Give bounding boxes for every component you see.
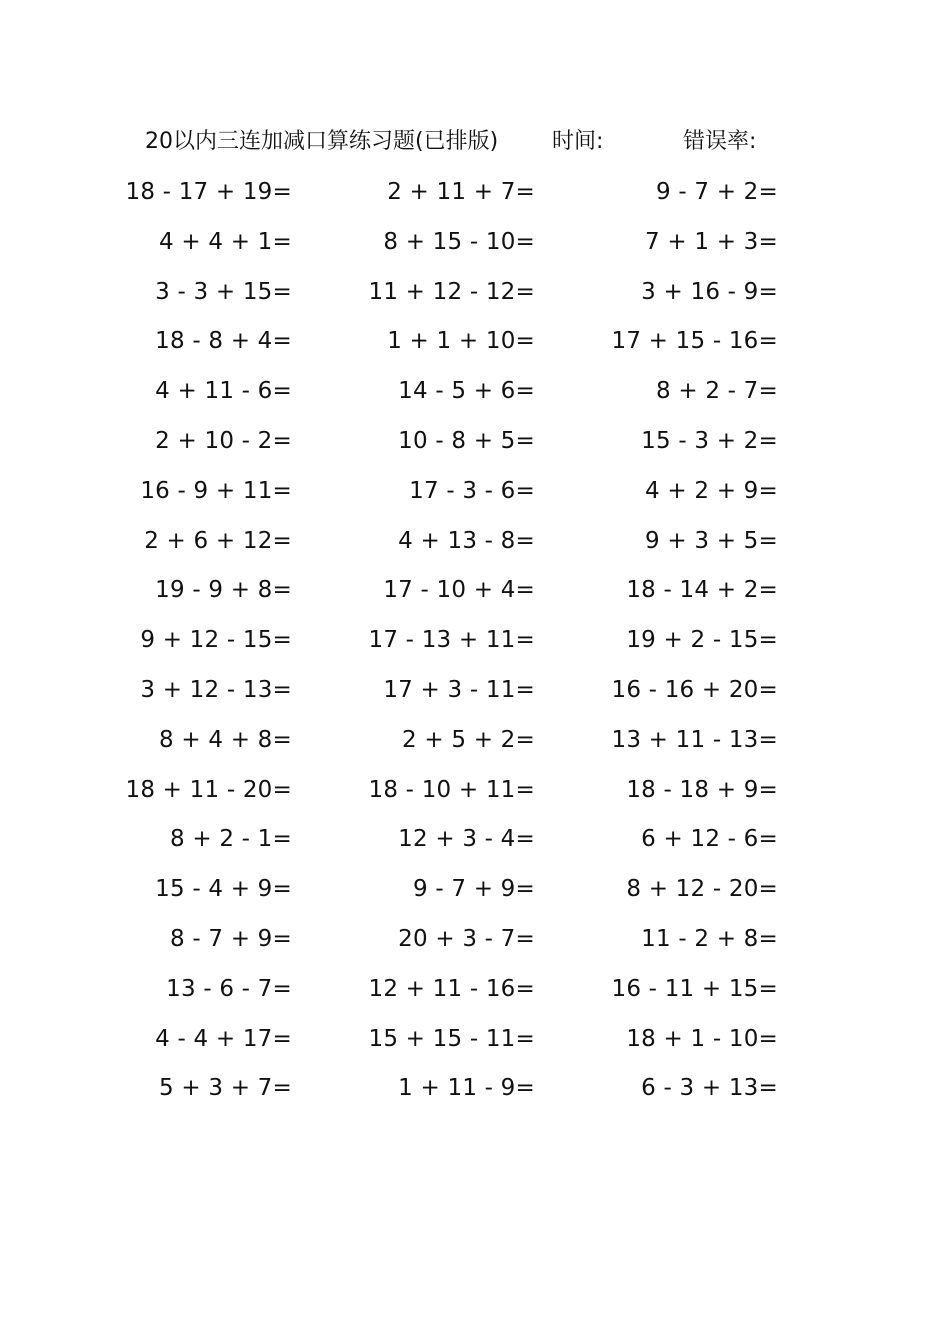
math-problem: 8 + 12 - 20= (626, 876, 778, 903)
math-problem: 12 + 3 - 4= (398, 826, 535, 853)
math-problem: 18 + 1 - 10= (626, 1025, 778, 1052)
math-problem: 20 + 3 - 7= (398, 925, 535, 952)
math-problem: 17 + 3 - 11= (383, 676, 535, 703)
math-problem: 12 + 11 - 16= (368, 975, 535, 1002)
math-problem: 9 + 12 - 15= (140, 627, 292, 654)
math-problem: 4 + 13 - 8= (398, 527, 535, 554)
math-problem: 11 + 12 - 12= (368, 278, 535, 305)
math-problem: 4 + 4 + 1= (159, 228, 292, 255)
math-problem: 9 - 7 + 9= (413, 876, 535, 903)
math-problem: 11 - 2 + 8= (641, 925, 778, 952)
math-problem: 17 - 3 - 6= (409, 477, 535, 504)
math-problem: 17 + 15 - 16= (611, 328, 778, 355)
math-problem: 1 + 1 + 10= (387, 328, 535, 355)
math-problem: 19 - 9 + 8= (155, 577, 292, 604)
math-problem: 18 - 17 + 19= (125, 179, 292, 205)
problem-column-3 (598, 172, 778, 1118)
math-problem: 14 - 5 + 6= (398, 378, 535, 405)
math-problem: 8 + 2 - 1= (170, 826, 292, 853)
math-problem: 1 + 11 - 9= (398, 1075, 535, 1102)
problem-column-1 (112, 172, 292, 1118)
math-problem: 3 + 12 - 13= (140, 676, 292, 703)
math-problem: 15 - 4 + 9= (155, 876, 292, 903)
math-problem: 2 + 11 + 7= (387, 179, 535, 205)
math-problem: 4 - 4 + 17= (155, 1025, 292, 1052)
math-problem: 5 + 3 + 7= (159, 1075, 292, 1102)
math-problem: 3 - 3 + 15= (155, 278, 292, 305)
math-problem: 9 + 3 + 5= (645, 527, 778, 554)
math-problem: 2 + 5 + 2= (402, 726, 535, 753)
math-problem: 9 - 7 + 2= (656, 179, 778, 205)
math-problem: 15 + 15 - 11= (368, 1025, 535, 1052)
math-problem: 10 - 8 + 5= (398, 427, 535, 454)
math-problem: 18 - 8 + 4= (155, 328, 292, 355)
problem-column-2 (355, 172, 535, 1118)
math-problem: 6 - 3 + 13= (641, 1075, 778, 1102)
math-problem: 8 + 15 - 10= (383, 228, 535, 255)
math-problem: 17 - 13 + 11= (368, 627, 535, 654)
math-problem: 8 + 2 - 7= (656, 378, 778, 405)
math-problem: 19 + 2 - 15= (626, 627, 778, 654)
time-label: 时间: (552, 129, 604, 154)
math-problem: 13 + 11 - 13= (611, 726, 778, 753)
worksheet-header (145, 126, 825, 158)
math-problem: 17 - 10 + 4= (383, 577, 535, 604)
math-problem: 2 + 6 + 12= (144, 527, 292, 554)
math-problem: 18 - 14 + 2= (626, 577, 778, 604)
math-problem: 18 + 11 - 20= (125, 776, 292, 803)
math-problem: 16 - 9 + 11= (140, 477, 292, 504)
math-problem: 7 + 1 + 3= (645, 228, 778, 255)
math-problem: 4 + 11 - 6= (155, 378, 292, 405)
math-problem: 6 + 12 - 6= (641, 826, 778, 853)
math-problem: 15 - 3 + 2= (641, 427, 778, 454)
math-problem: 8 - 7 + 9= (170, 925, 292, 952)
math-problem: 18 - 18 + 9= (626, 776, 778, 803)
math-problem: 16 - 16 + 20= (611, 676, 778, 703)
math-problem: 3 + 16 - 9= (641, 278, 778, 305)
worksheet-title: 20以内三连加减口算练习题(已排版) (145, 129, 499, 154)
math-problem: 16 - 11 + 15= (611, 975, 778, 1002)
error-rate-label: 错误率: (683, 129, 757, 154)
math-problem: 18 - 10 + 11= (368, 776, 535, 803)
math-problem: 2 + 10 - 2= (155, 427, 292, 454)
math-problem: 4 + 2 + 9= (645, 477, 778, 504)
math-problem: 13 - 6 - 7= (166, 975, 292, 1002)
math-problem: 8 + 4 + 8= (159, 726, 292, 753)
